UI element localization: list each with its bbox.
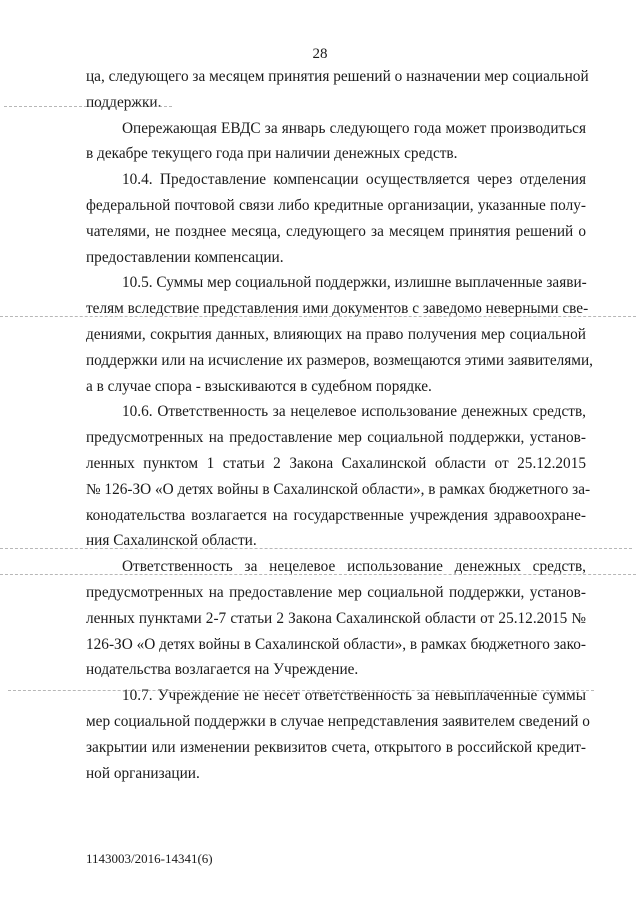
page-number: 28 bbox=[312, 46, 328, 62]
text-line: закрытии или изменении реквизитов счета, открытого в российской кредит- bbox=[86, 738, 586, 756]
scan-artifact bbox=[4, 106, 172, 107]
text-line: 10.4. Предоставление компенсации осуществляется через отделения bbox=[122, 171, 586, 189]
text-line: 10.6. Ответственность за нецелевое использование денежных средств, bbox=[122, 403, 586, 421]
text-line: предусмотренных на предоставление мер социальной поддержки, установ- bbox=[86, 429, 586, 447]
text-line: мер социальной поддержки в случае непредставления заявителем сведений о bbox=[86, 712, 590, 730]
text-line: чателями, не позднее месяца, следующего за месяцем принятия решений о bbox=[86, 222, 586, 240]
text-line: поддержки. bbox=[86, 93, 162, 111]
text-line: ленных пунктами 2-7 статьи 2 Закона Сахалинской области от 25.12.2015 № bbox=[86, 609, 586, 627]
scan-artifact bbox=[0, 316, 636, 317]
text-line: федеральной почтовой связи либо кредитные организации, указанные полу- bbox=[86, 196, 586, 214]
text-line: № 126-ЗО «О детях войны в Сахалинской области», в рамках бюджетного за- bbox=[86, 480, 591, 498]
text-line: дениями, сокрытия данных, влияющих на право получения мер социальной bbox=[86, 325, 586, 343]
text-line: Опережающая ЕВДС за январь следующего года может производиться bbox=[122, 119, 586, 137]
document-body bbox=[86, 64, 593, 786]
text-line: ния Сахалинской области. bbox=[86, 532, 257, 550]
text-line: поддержки или на исчисление их размеров, возмещаются этими заявителями, bbox=[86, 351, 593, 369]
text-line: предоставлении компенсации. bbox=[86, 248, 284, 266]
scan-artifact bbox=[8, 690, 594, 691]
text-line: в декабре текущего года при наличии денежных средств. bbox=[86, 145, 458, 163]
text-line: ца, следующего за месяцем принятия решений о назначении мер социальной bbox=[86, 68, 589, 85]
text-line: конодательства возлагается на государственные учреждения здравоохране- bbox=[86, 506, 586, 524]
scan-artifact bbox=[0, 548, 632, 549]
text-line: Ответственность за нецелевое использование денежных средств, bbox=[122, 558, 586, 576]
text-line: нодательства возлагается на Учреждение. bbox=[86, 661, 359, 679]
text-line: предусмотренных на предоставление мер социальной поддержки, установ- bbox=[86, 583, 586, 601]
text-line: а в случае спора - взыскиваются в судебном порядке. bbox=[86, 377, 432, 395]
text-line: 10.7. Учреждение не несет ответственность за невыплаченные суммы bbox=[122, 687, 586, 705]
text-line: 126-ЗО «О детях войны в Сахалинской области», в рамках бюджетного зако- bbox=[86, 635, 586, 653]
text-line: ленных пунктом 1 статьи 2 Закона Сахалинской области от 25.12.2015 bbox=[86, 454, 586, 472]
text-line: телям вследствие представления ими документов с заведомо неверными све- bbox=[86, 300, 589, 318]
text-line: 10.5. Суммы мер социальной поддержки, излишне выплаченные заяви- bbox=[122, 274, 587, 292]
document-id: 1143003/2016-14341(6) bbox=[86, 851, 213, 866]
scan-artifact bbox=[0, 574, 636, 575]
text-line: ной организации. bbox=[86, 764, 200, 782]
